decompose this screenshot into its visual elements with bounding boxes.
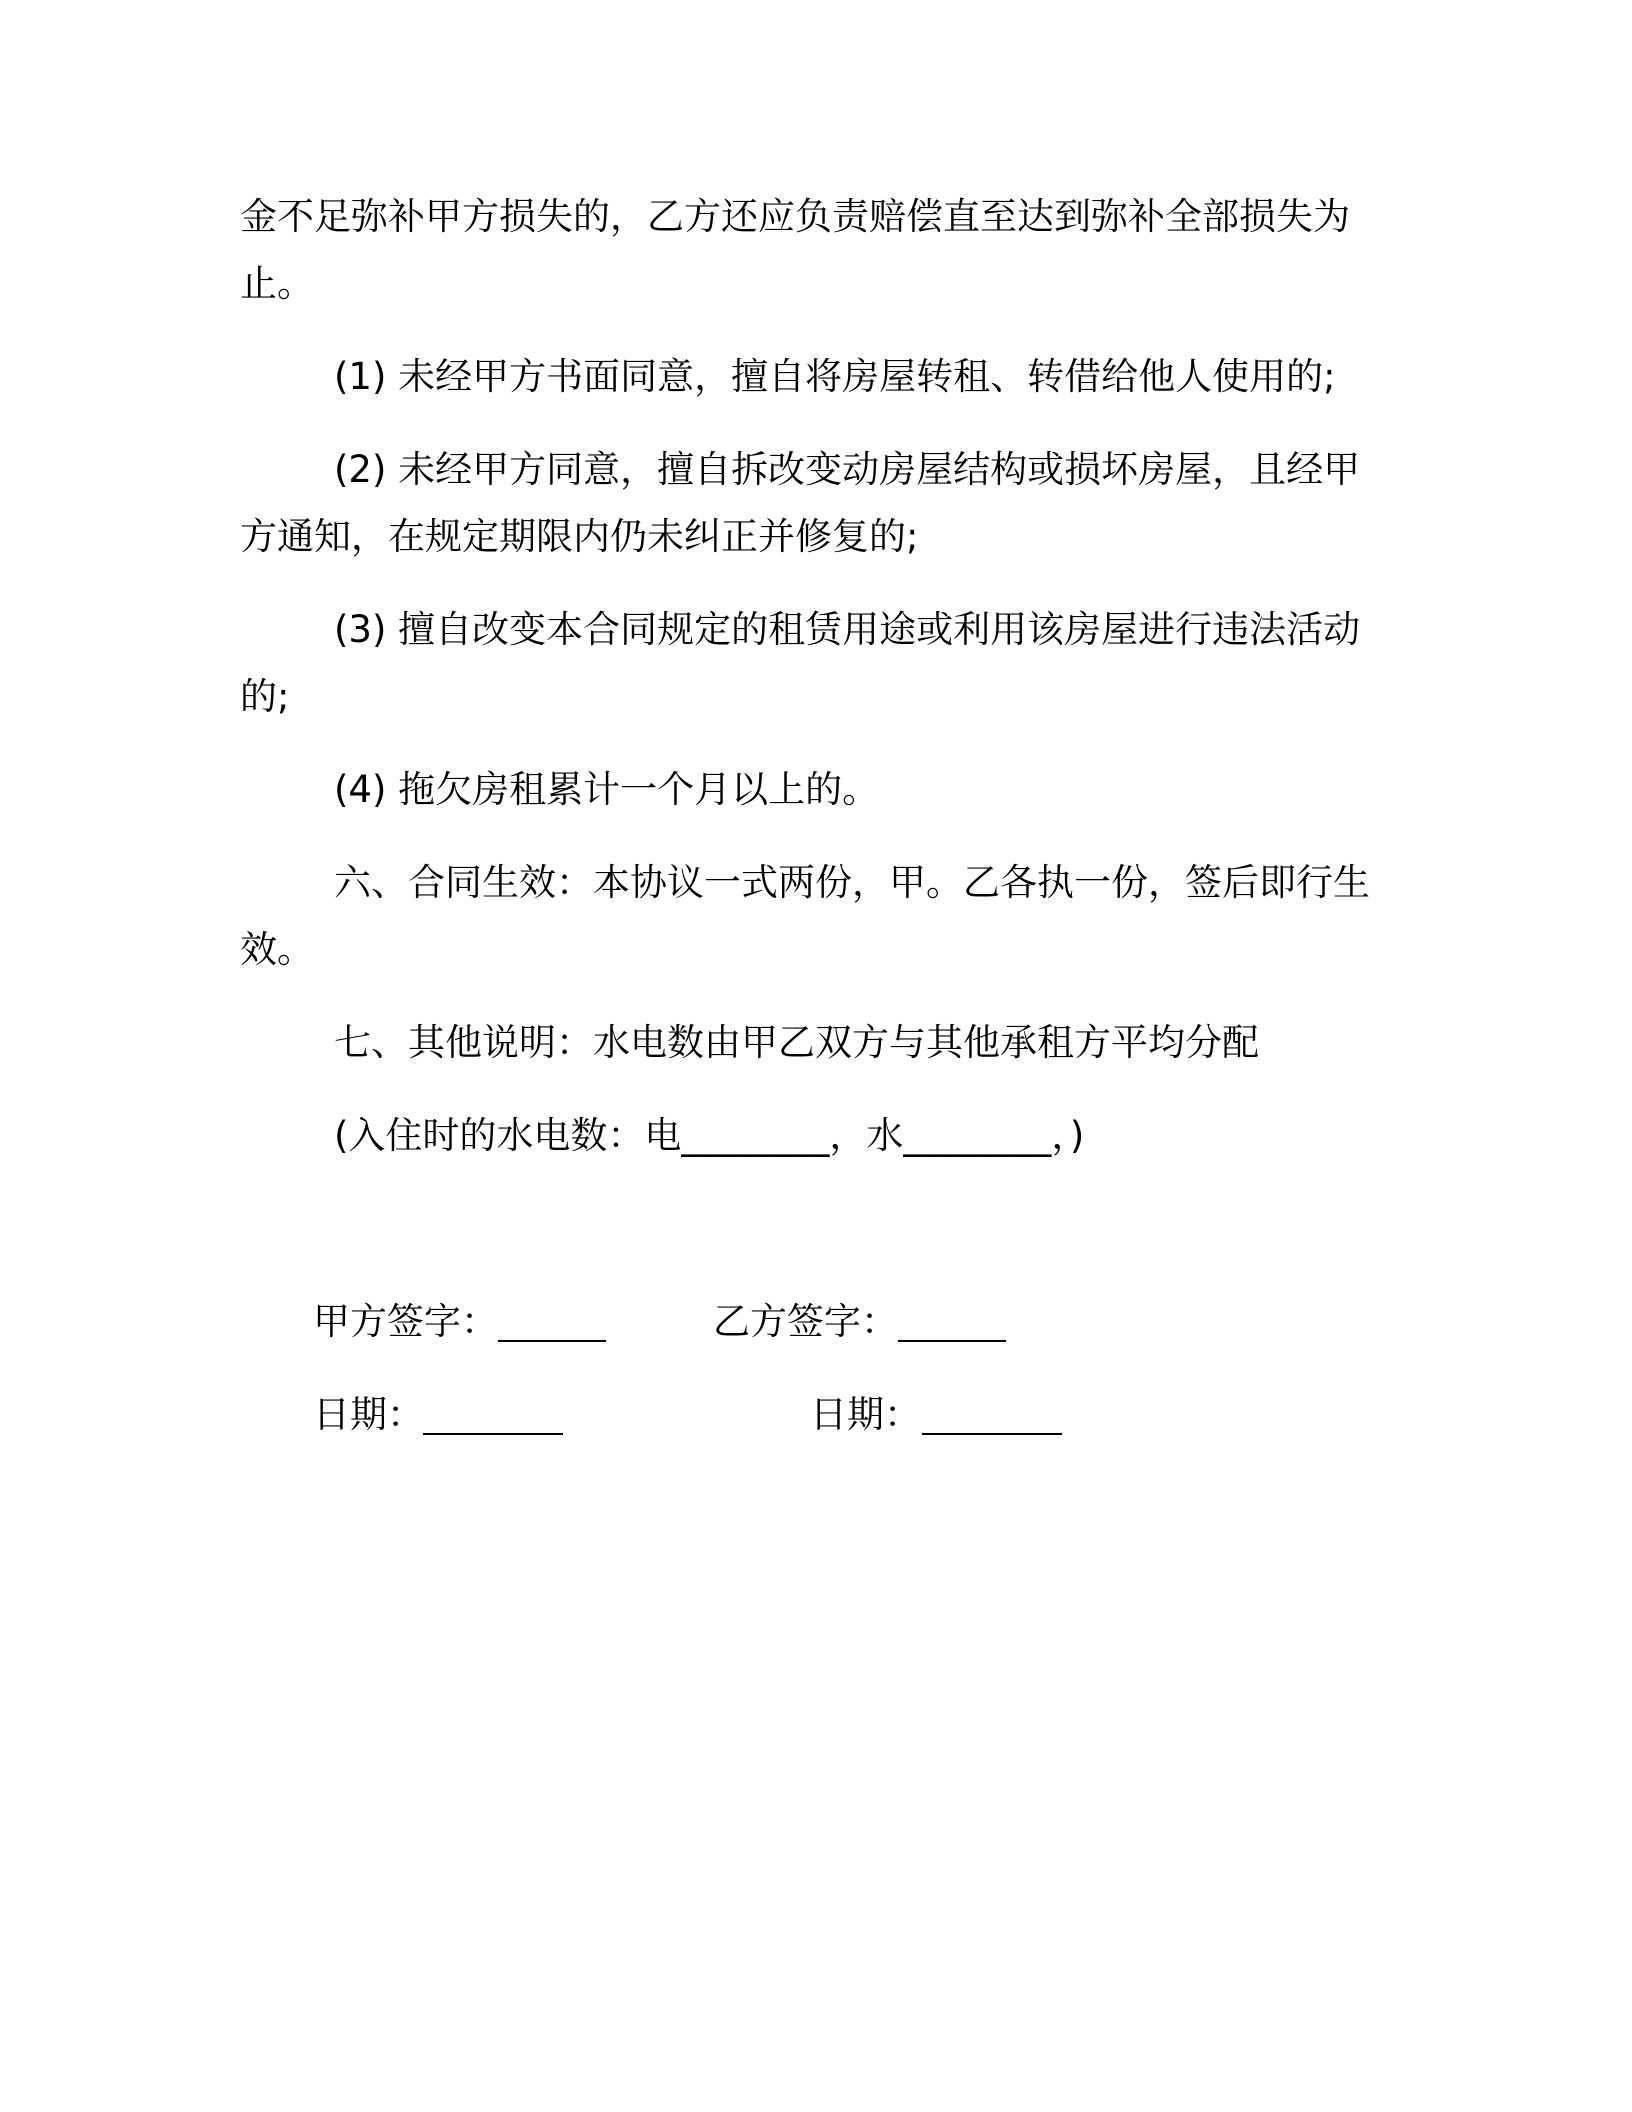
clause-item-3: (3) 擅自改变本合同规定的租赁用途或利用该房屋进行违法活动 [334, 608, 1361, 651]
signature-row [0, 1300, 1632, 1360]
section-seven: 七、其他说明：水电数由甲乙双方与其他承租方平均分配 [334, 1021, 1259, 1064]
date-row [0, 1393, 1632, 1453]
clause-item-2: (2) 未经甲方同意，擅自拆改变动房屋结构或损坏房屋，且经甲 [334, 448, 1361, 491]
meter-reading-line: (入住时的水电数：电________，水________，) [334, 1114, 1085, 1157]
section-six: 六、合同生效：本协议一式两份，甲。乙各执一份，签后即行生 [334, 861, 1370, 904]
clause-item-2-continued: 方通知，在规定期限内仍未纠正并修复的; [240, 515, 919, 558]
paragraph-line: 金不足弥补甲方损失的，乙方还应负责赔偿直至达到弥补全部损失为 [240, 195, 1350, 238]
party-b-date-blank[interactable] [922, 1433, 1062, 1435]
clause-item-1: (1) 未经甲方书面同意，擅自将房屋转租、转借给他人使用的; [334, 355, 1336, 398]
party-b-date-label: 日期： [810, 1393, 921, 1436]
party-a-date-label: 日期： [313, 1393, 424, 1436]
party-b-signature-label: 乙方签字： [713, 1300, 898, 1343]
party-b-signature-blank[interactable] [898, 1340, 1006, 1342]
party-a-signature-label: 甲方签字： [313, 1300, 498, 1343]
section-six-continued: 效。 [240, 928, 314, 971]
clause-item-3-continued: 的; [240, 675, 290, 718]
party-a-date-blank[interactable] [423, 1433, 563, 1435]
party-a-signature-blank[interactable] [498, 1340, 606, 1342]
paragraph-line: 止。 [240, 262, 314, 305]
clause-item-4: (4) 拖欠房租累计一个月以上的。 [334, 768, 880, 811]
